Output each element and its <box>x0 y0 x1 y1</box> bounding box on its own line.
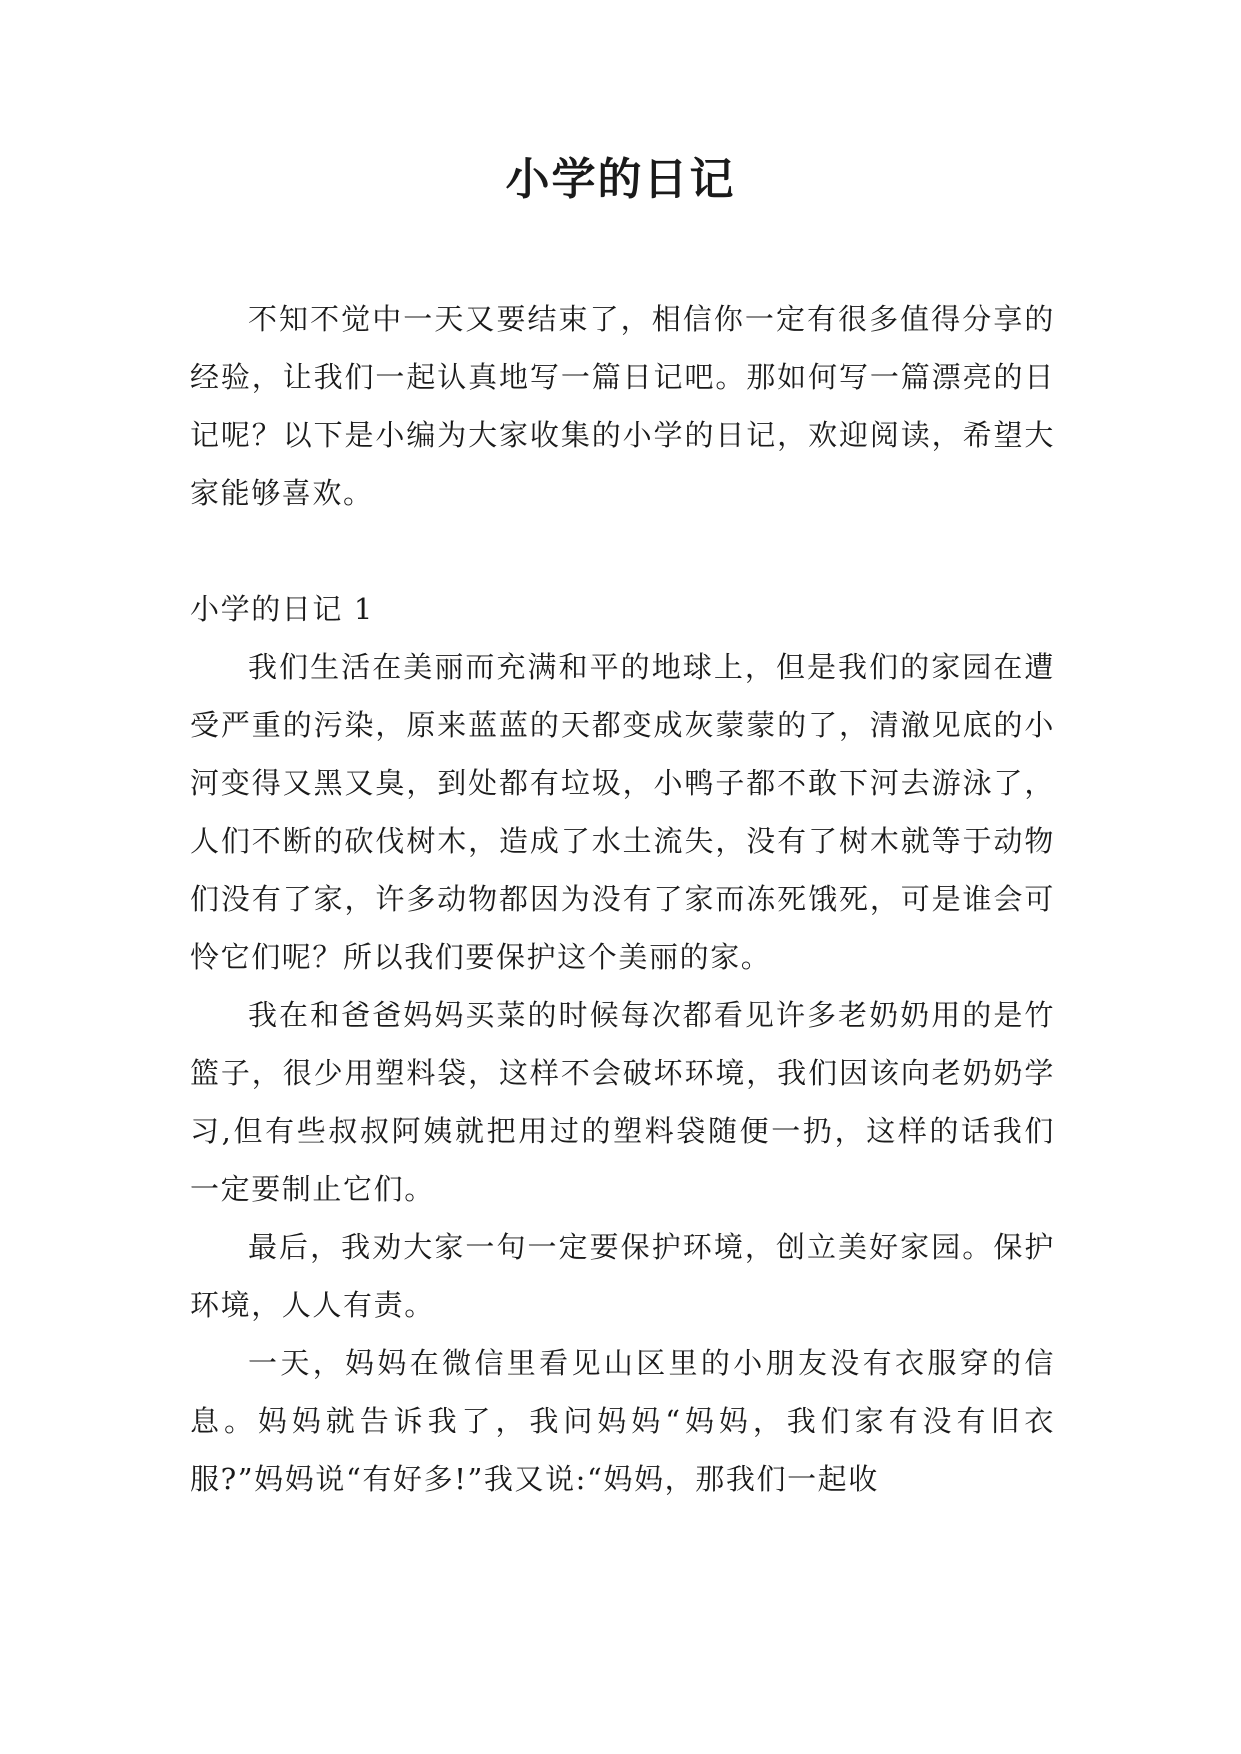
body-paragraph-3: 最后，我劝大家一句一定要保护环境，创立美好家园。保护环境，人人有责。 <box>190 1230 1055 1322</box>
intro-paragraph: 不知不觉中一天又要结束了，相信你一定有很多值得分享的经验，让我们一起认真地写一篇日记吧。那如何写一篇漂亮的日记呢？以下是小编为大家收集的小学的日记，欢迎阅读，希望大家能够喜欢。 <box>190 302 1055 510</box>
document-body <box>190 290 1055 1508</box>
paragraph-spacer <box>190 522 1055 580</box>
document-title: 小学的日记 <box>505 154 736 205</box>
body-paragraph-2: 我在和爸爸妈妈买菜的时候每次都看见许多老奶奶用的是竹篮子，很少用塑料袋，这样不会破坏环境，我们因该向老奶奶学习,但有些叔叔阿姨就把用过的塑料袋随便一扔，这样的话我们一定要制止它们。 <box>190 998 1055 1206</box>
section-heading: 小学的日记 1 <box>190 592 374 626</box>
body-paragraph-1: 我们生活在美丽而充满和平的地球上，但是我们的家园在遭受严重的污染，原来蓝蓝的天都变成灰蒙蒙的了，清澈见底的小河变得又黑又臭，到处都有垃圾，小鸭子都不敢下河去游泳了，人们不断的砍伐树木，造成了水土流失，没有了树木就等于动物们没有了家，许多动物都因为没有了家而冻死饿死，可是谁会可怜它们呢？所以我们要保护这个美丽的家。 <box>190 650 1055 974</box>
body-paragraph-4: 一天，妈妈在微信里看见山区里的小朋友没有衣服穿的信息。妈妈就告诉我了，我问妈妈“妈妈，我们家有没有旧衣服?”妈妈说“有好多!”我又说:“妈妈，那我们一起收 <box>190 1346 1055 1496</box>
